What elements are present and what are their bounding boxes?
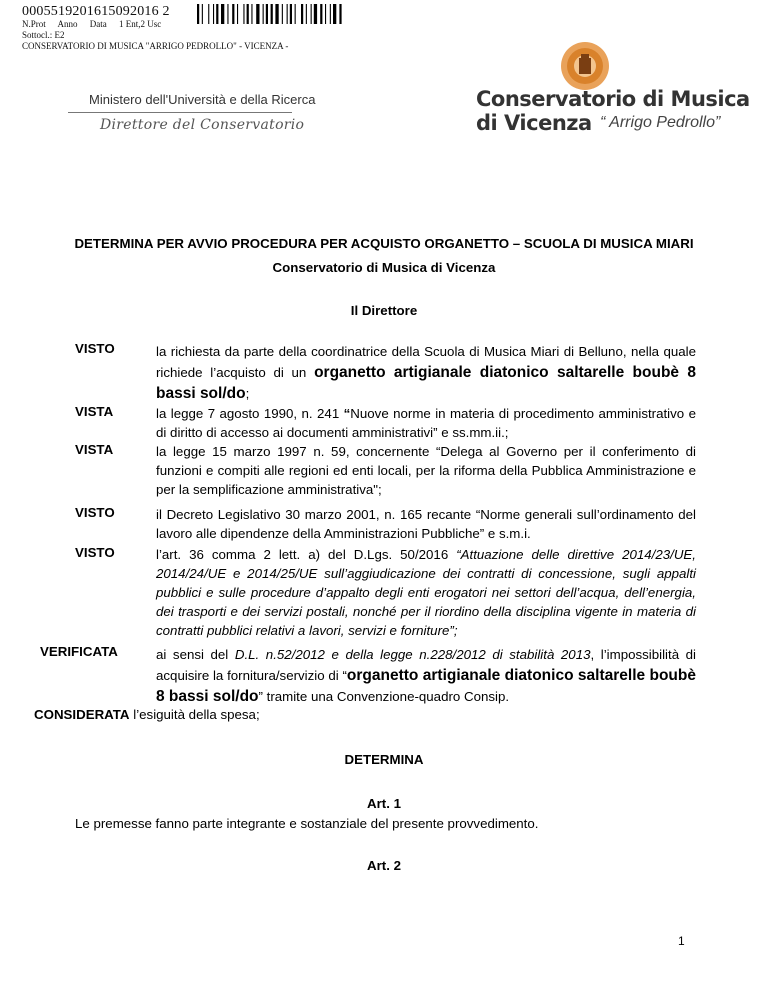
protocol-sottocl: Sottocl.: E2: [22, 30, 65, 40]
conservatory-name: Conservatorio di Musica di Vicenza: [476, 87, 750, 135]
premise-label: VISTO: [75, 341, 115, 356]
premise-label: VERIFICATA: [40, 644, 118, 659]
article-1-heading: Art. 1: [367, 796, 401, 811]
premise-text: la legge 15 marzo 1997 n. 59, concernente “Delega al Governo per il conferimento di funzioni e compiti alle regioni ed enti locali, per la riforma della Pubblica Amministrazione e per la semplificazione amministrativa";: [156, 444, 696, 497]
premise-label: VISTA: [75, 404, 114, 419]
field-direction: 1 Ent,2 Usc: [119, 19, 162, 29]
premise-considerata: CONSIDERATA l’esiguità della spesa;: [34, 707, 260, 722]
premise-text: l’art. 36 comma 2 lett. a) del D.Lgs. 50/2016 “Attuazione delle direttive 2014/23/UE, 2014/24/UE e 2014/25/UE sull’aggiudicazione dei contratti di concessione, sugli appalti pubblici e sulle procedure d’appalto degli enti erogatori nei settori dell’acqua, dell’energia, dei trasporti e dei servizi postali, nonché per il riordino della disciplina vigente in materia di contratti pubblici relativi a lavori, servizi e forniture”;: [156, 547, 696, 638]
premise-highlight: organetto artigianale diatonico saltarelle boubè 8 bassi sol/do: [156, 667, 696, 705]
article-1-text: Le premesse fanno parte integrante e sostanziale del presente provvedimento.: [75, 816, 539, 831]
header-divider: [68, 112, 292, 113]
barcode: [197, 4, 397, 24]
field-anno: Anno: [57, 19, 78, 29]
premise-text: la richiesta da parte della coordinatrice della Scuola di Musica Miari di Belluno, nella quale richiede l’acquisto di un organetto artigianale diatonico saltarelle boubè 8 bassi sol/do;: [156, 344, 696, 402]
field-data: Data: [89, 19, 107, 29]
page-number: 1: [678, 934, 685, 948]
premise-text: ai sensi del D.L. n.52/2012 e della legge n.228/2012 di stabilità 2013, l’impossibilità di acquisire la fornitura/servizio di “organetto artigianale diatonico saltarelle boubè 8 bassi sol/do” tramite una Convenzione-quadro Consip.: [156, 647, 697, 705]
premise-highlight: organetto artigianale diatonico saltarelle boubè 8 bassi sol/do: [156, 364, 696, 402]
ministry-name: Ministero dell'Università e della Ricerca: [89, 92, 316, 107]
determina-heading: DETERMINA: [344, 752, 424, 767]
premise-text: la legge 7 agosto 1990, n. 241 “Nuove norme in materia di procedimento amministrativo e di diritto di accesso ai documenti amministrativi” e ss.mm.ii.;: [156, 406, 696, 440]
conservatory-subtitle: “ Arrigo Pedrollo”: [600, 114, 721, 131]
premise-label: VISTA: [75, 442, 114, 457]
premise-label: VISTO: [75, 505, 115, 520]
protocol-fields: [22, 19, 171, 29]
director-office: Direttore del Conservatorio: [100, 117, 305, 133]
premise-text: il Decreto Legislativo 30 marzo 2001, n. 165 recante “Norme generali sull’ordinamento del lavoro alle dipendenze della Amministrazioni Pubbliche” e s.m.i.: [156, 507, 696, 541]
director-heading: Il Direttore: [350, 303, 418, 318]
conservatory-logo-icon: [559, 40, 611, 92]
article-2-heading: Art. 2: [367, 858, 401, 873]
document-subtitle: Conservatorio di Musica di Vicenza: [272, 260, 496, 275]
protocol-organization: CONSERVATORIO DI MUSICA "ARRIGO PEDROLLO" - VICENZA -: [22, 41, 289, 51]
field-nprot: N.Prot: [22, 19, 46, 29]
document-title: DETERMINA PER AVVIO PROCEDURA PER ACQUISTO ORGANETTO – SCUOLA DI MUSICA MIARI: [74, 236, 694, 251]
premise-label: VISTO: [75, 545, 115, 560]
protocol-number: 0005519201615092016 2: [22, 4, 170, 19]
